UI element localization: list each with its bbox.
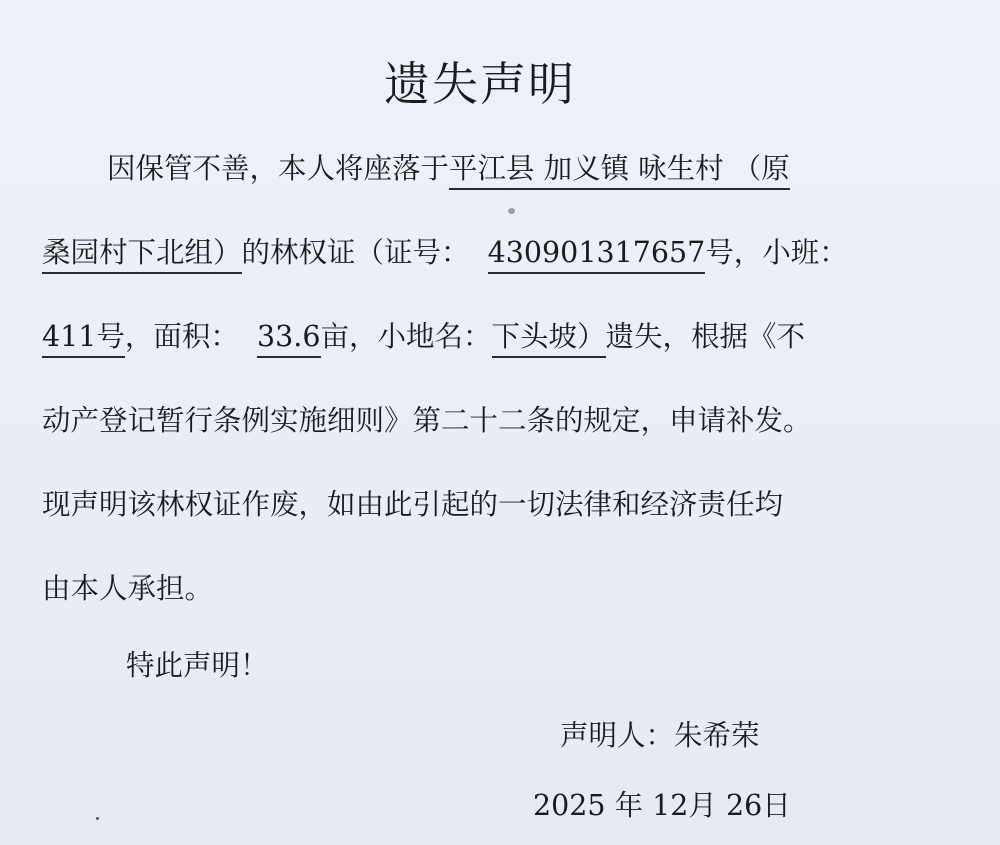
body-text: ，面积： — [124, 320, 239, 353]
area-value: 33.6 — [257, 320, 320, 358]
document-title: 遗失声明 — [384, 57, 576, 111]
paper-speck — [508, 208, 515, 214]
location-underlined: 平江县 加义镇 咏生村 （原 — [449, 152, 790, 190]
paper-dot — [96, 817, 99, 820]
body-text: 号，小班： — [705, 236, 848, 269]
body-text: 的林权证（证号： — [241, 236, 470, 269]
body-line-4: 动产登记暂行条例实施细则》第二十二条的规定，申请补发。 — [42, 404, 812, 437]
body-text: 亩，小地名： — [320, 320, 492, 353]
body-line-3 — [42, 320, 806, 353]
body-line-5: 现声明该林权证作废，如由此引起的一切法律和经济责任均 — [42, 488, 784, 521]
certificate-number: 430901317657 — [488, 236, 706, 274]
body-line-6: 由本人承担。 — [42, 572, 214, 605]
body-line-1 — [107, 152, 790, 185]
place-name: 下头坡） — [492, 320, 606, 358]
plot-number: 411号 — [42, 320, 125, 358]
location-underlined-cont: 桑园村下北组） — [42, 236, 242, 274]
body-line-2 — [42, 236, 848, 269]
date-line: 2025 年 12月 26日 — [533, 789, 791, 822]
signature-line: 声明人：朱希荣 — [560, 719, 760, 752]
closing-line: 特此声明！ — [126, 649, 269, 682]
body-text: 遗失，根据《不 — [605, 320, 806, 353]
body-text: 因保管不善，本人将座落于 — [107, 152, 450, 185]
